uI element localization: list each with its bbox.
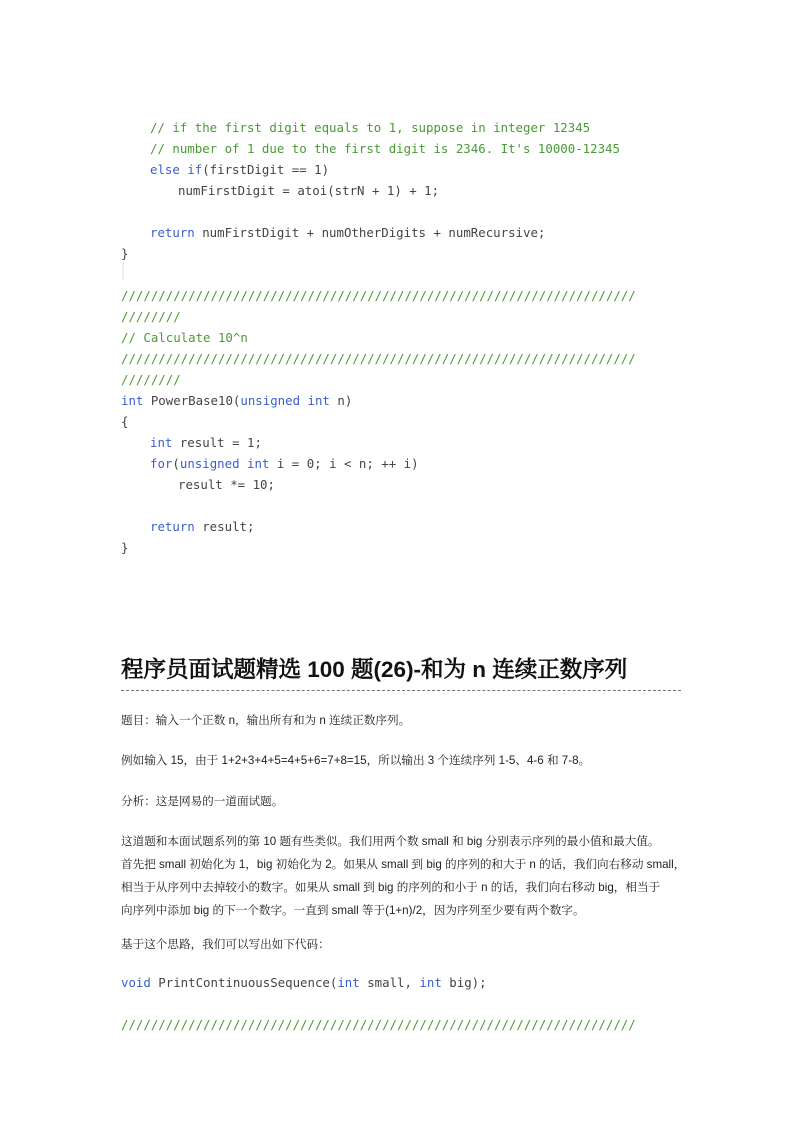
code-line: } <box>121 540 129 555</box>
code-text: (firstDigit == 1) <box>202 162 330 177</box>
code-keyword: unsigned int <box>240 393 330 408</box>
code-text: result = 1; <box>172 435 262 450</box>
paragraph-intro-code <box>121 933 691 956</box>
code-line <box>121 159 701 180</box>
code-blank-line <box>121 201 701 222</box>
code-text: numFirstDigit + numOtherDigits + numRecursive; <box>194 225 546 240</box>
code-comment: // number of 1 due to the first digit is 2346. It's 10000-12345 <box>150 141 620 156</box>
code-comment: // Calculate 10^n <box>121 330 248 345</box>
heading-divider <box>121 690 681 691</box>
code-text: PrintContinuousSequence( <box>150 975 338 990</box>
paragraph-line: 题目：输入一个正数 n，输出所有和为 n 连续正数序列。 <box>121 714 411 727</box>
code-separator: ///////////////////////////////////////////////////////////////////// <box>121 1017 636 1032</box>
code-blank-line <box>121 993 701 1014</box>
code-text: result; <box>194 519 255 534</box>
code-separator: //////// <box>121 372 181 387</box>
code-text: PowerBase10( <box>143 393 241 408</box>
paragraph-line: 相当于从序列中去掉较小的数字。如果从 small 到 big 的序列的和小于 n 的话，我们向右移动 big，相当于 <box>121 881 661 894</box>
code-blank-line <box>121 495 701 516</box>
code-separator: ///////////////////////////////////////////////////////////////////// <box>121 288 636 303</box>
paragraph-line: 分析：这是网易的一道面试题。 <box>121 795 284 808</box>
paragraph-line: 这道题和本面试题系列的第 10 题有些类似。我们用两个数 small 和 big 分别表示序列的最小值和最大值。 <box>121 835 660 848</box>
code-keyword: unsigned int <box>179 456 270 471</box>
code-line <box>121 222 701 243</box>
code-line <box>121 516 701 537</box>
paragraph-problem <box>121 709 691 732</box>
paragraph-approach <box>121 830 691 922</box>
code-block-powerbase10 <box>121 285 701 558</box>
paragraph-example <box>121 749 691 772</box>
code-keyword: int <box>419 975 442 990</box>
code-separator: ///////////////////////////////////////////////////////////////////// <box>121 351 636 366</box>
code-separator: //////// <box>121 309 181 324</box>
paragraph-line: 基于这个思路，我们可以写出如下代码： <box>121 938 330 951</box>
code-text: i = 0; i < n; ++ i) <box>269 456 419 471</box>
code-keyword: return <box>150 225 195 240</box>
section-heading: 程序员面试题精选 100 题(26)-和为 n 连续正数序列 <box>121 657 628 682</box>
margin-bar <box>122 262 124 280</box>
paragraph-line: 首先把 small 初始化为 1，big 初始化为 2。如果从 small 到 big 的序列的和大于 n 的话，我们向右移动 small， <box>121 858 686 871</box>
paragraph-analysis <box>121 790 691 813</box>
code-block-continuous-sequence <box>121 972 701 1035</box>
code-keyword: int <box>121 393 144 408</box>
code-line-declaration <box>121 972 701 993</box>
code-keyword: for <box>150 456 173 471</box>
paragraph-line: 例如输入 15，由于 1+2+3+4+5=4+5+6=7+8=15，所以输出 3 个连续序列 1-5、4-6 和 7-8。 <box>121 754 591 767</box>
code-line <box>121 432 701 453</box>
code-line: { <box>121 414 129 429</box>
code-text: big); <box>441 975 487 990</box>
code-text: ( <box>172 456 180 471</box>
code-line: } <box>121 246 129 261</box>
code-text: small, <box>359 975 420 990</box>
code-comment: // if the first digit equals to 1, suppose in integer 12345 <box>150 120 591 135</box>
code-line: result *= 10; <box>178 477 275 492</box>
code-line <box>121 453 701 474</box>
code-keyword: else if <box>150 162 203 177</box>
code-keyword: int <box>150 435 173 450</box>
code-keyword: int <box>337 975 360 990</box>
code-keyword: return <box>150 519 195 534</box>
paragraph-line: 向序列中添加 big 的下一个数字。一直到 small 等于(1+n)/2，因为序列至少要有两个数字。 <box>121 904 585 917</box>
code-line-signature <box>121 390 701 411</box>
code-line: numFirstDigit = atoi(strN + 1) + 1; <box>178 183 440 198</box>
code-block-number-of-1 <box>121 117 701 264</box>
code-text: n) <box>329 393 353 408</box>
code-keyword: void <box>121 975 151 990</box>
